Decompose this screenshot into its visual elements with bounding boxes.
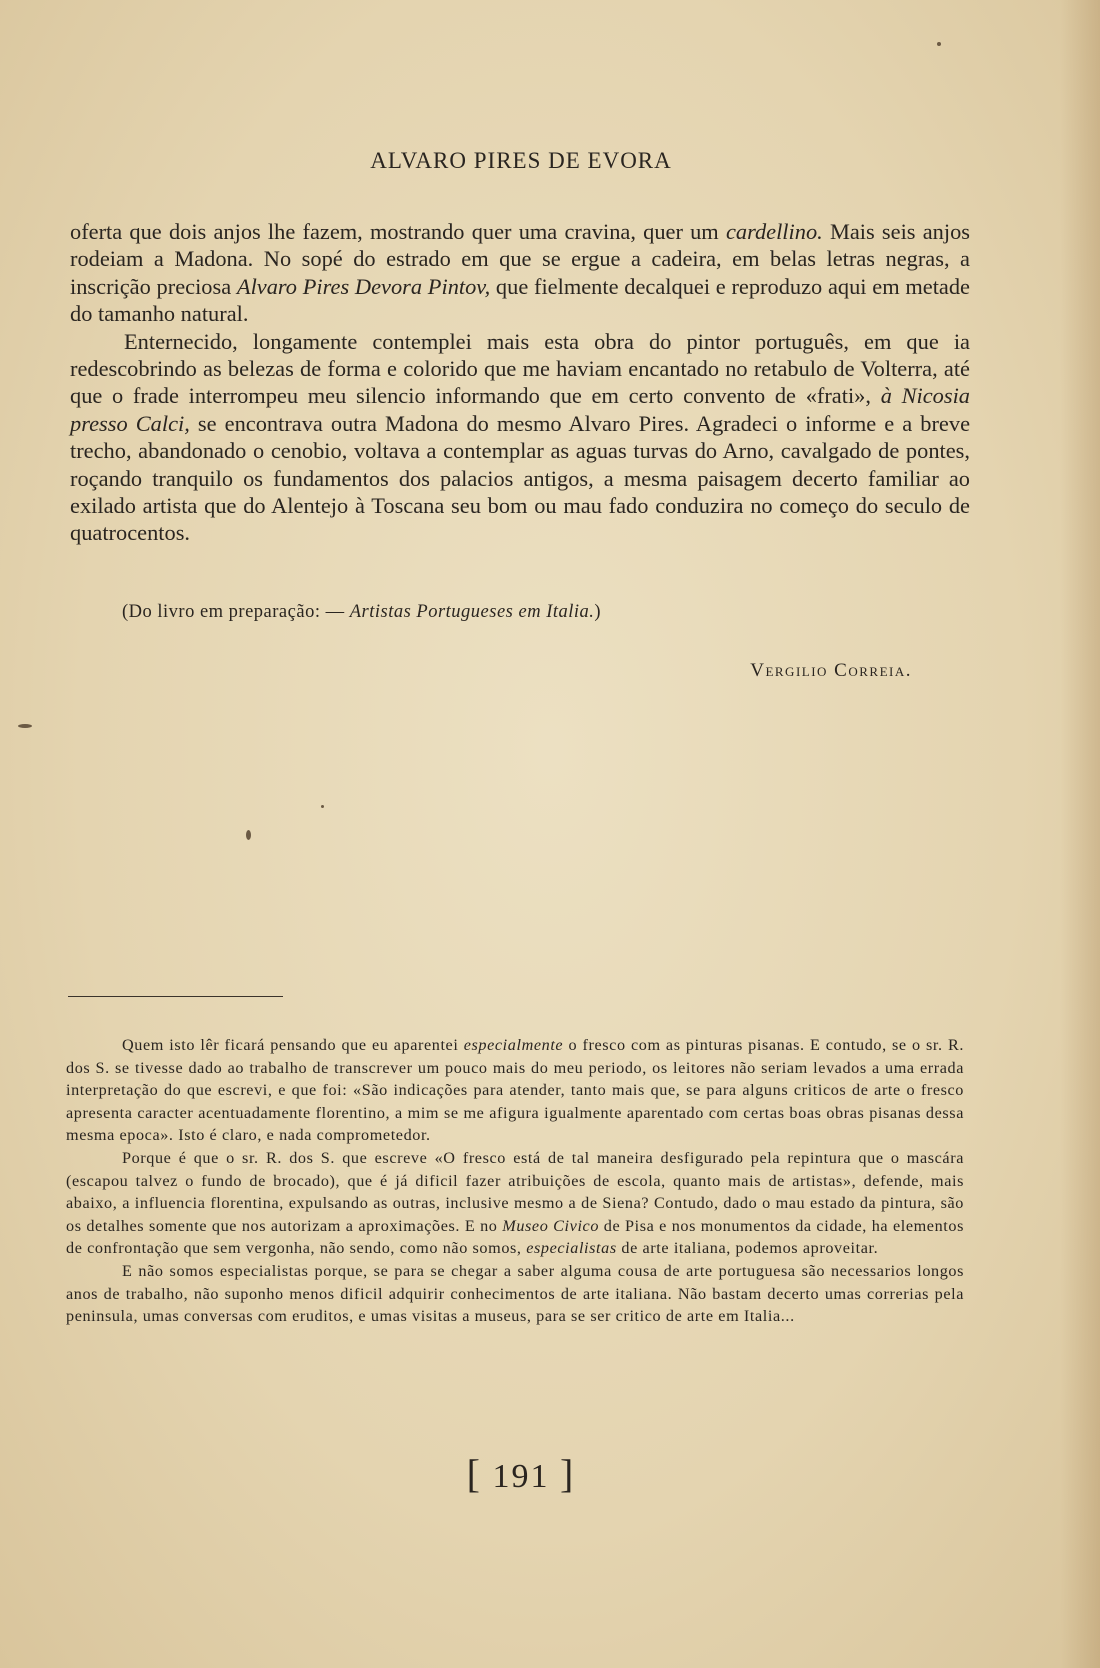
body-paragraph-1 [70, 218, 970, 328]
text-run: o fresco com as pinturas pisanas. E contudo, se o sr. R. dos S. se tivesse dado ao trabalho de transcrever um pouco mais do meu periodo, os leitores não seriam levados a uma errada interpretação do que escrevi, e que foi: «São indicações para atender, tanto mais que, se para alguns criticos de arte o fresco apresenta caracter acentuadamente florentino, a mim se me afigura igualmente aparentado com certas boas obras pisanas dessa mesma epoca». Isto é claro, e nada comprometedor. [66, 1036, 964, 1145]
text-run: que fielmente decalquei e reproduzo aqui em metade do tamanho natural. [70, 273, 970, 327]
text-run: de Pisa e nos monumentos da cidade, ha elementos de confrontação que sem vergonha, não sendo, como não somos, [66, 1216, 964, 1258]
text-run: Quem isto lêr ficará pensando que eu aparentei [122, 1036, 464, 1054]
folio-bracket-right: ] [560, 1451, 576, 1496]
citation-suffix: ) [594, 602, 602, 622]
body-text [70, 218, 970, 547]
italic-text-run: especialistas [526, 1239, 617, 1258]
footnote-rule [68, 996, 283, 997]
text-run: Porque é que o sr. R. dos S. que escreve «O fresco está de tal maneira desfigurado pela repintura que o mascára (escapou talvez o fundo de brocado), que é já dificil fazer atribuições de escola, quanto mais de artistas», defende, mais abaixo, a influencia florentina, expulsando as outras, inclusive mesmo a de Siena? Contudo, dado o mau estado da pintura, são os detalhes somente que nos autorizam a aproximações. E no [66, 1148, 964, 1235]
folio-bracket-left: [ [466, 1451, 482, 1496]
footnote [66, 1034, 964, 1328]
italic-text-run: Museo Civico [502, 1216, 600, 1235]
text-run: Mais seis anjos rodeiam a Madona. No sopé do estrado em que se ergue a cadeira, em belas letras negras, a inscrição preciosa [70, 219, 970, 299]
citation-book-title: Artistas Portugueses em Italia. [349, 602, 595, 622]
paper-speck [18, 724, 32, 728]
paper-speck [321, 805, 324, 808]
page-edge-shadow [1060, 0, 1100, 1668]
paper-speck [246, 830, 251, 840]
text-run: se encontrava outra Madona do mesmo Alvaro Pires. Agradeci o informe e a breve trecho, abandonado o cenobio, voltava a contemplar as aguas turvas do Arno, cavalgado de pontes, roçando tranquilo os fundamentos dos palacios antigos, a mesma paisagem decerto familiar ao exilado artista que do Alentejo à Toscana seu bom ou mau fado conduzira no começo do seculo de quatrocentos. [70, 410, 971, 546]
author-signature: Vergilio Correia. [750, 660, 912, 681]
italic-text-run: à Nicosia presso Calci, [70, 383, 971, 436]
italic-text-run: cardellino. [725, 219, 823, 244]
italic-text-run: especialmente [463, 1036, 564, 1054]
footnote-paragraph-2 [66, 1147, 964, 1260]
body-paragraph-2 [70, 328, 970, 547]
text-run: Enternecido, longamente contemplei mais esta obra do pintor português, em que ia redescobrindo as belezas de forma e colorido que me haviam encantado no retabulo de Volterra, até que o frade interrompeu meu silencio informando que em certo convento de «frati», [70, 328, 970, 409]
text-run: oferta que dois anjos lhe fazem, mostrando quer uma cravina, quer um [70, 219, 726, 244]
footnote-paragraph-3 [66, 1260, 964, 1328]
running-title: ALVARO PIRES DE EVORA [370, 148, 672, 173]
text-run: E não somos especialistas porque, se para se chegar a saber alguma cousa de arte portuguesa são necessarios longos anos de trabalho, não suponho menos dificil adquirir conhecimentos de arte italiana. Não bastam decerto umas correrias pela peninsula, umas conversas com eruditos, e umas visitas a museus, para se ser critico de arte em Italia... [66, 1261, 964, 1326]
citation-prefix: (Do livro em preparação: — [122, 602, 350, 622]
footnote-paragraph-1 [66, 1034, 964, 1147]
italic-text-run: Alvaro Pires Devora Pintov, [236, 273, 491, 299]
folio-number: 191 [492, 1458, 550, 1495]
paper-speck [937, 42, 941, 46]
text-run: de arte italiana, podemos aproveitar. [616, 1239, 879, 1258]
page-number [0, 1450, 1042, 1497]
source-citation [122, 602, 942, 623]
